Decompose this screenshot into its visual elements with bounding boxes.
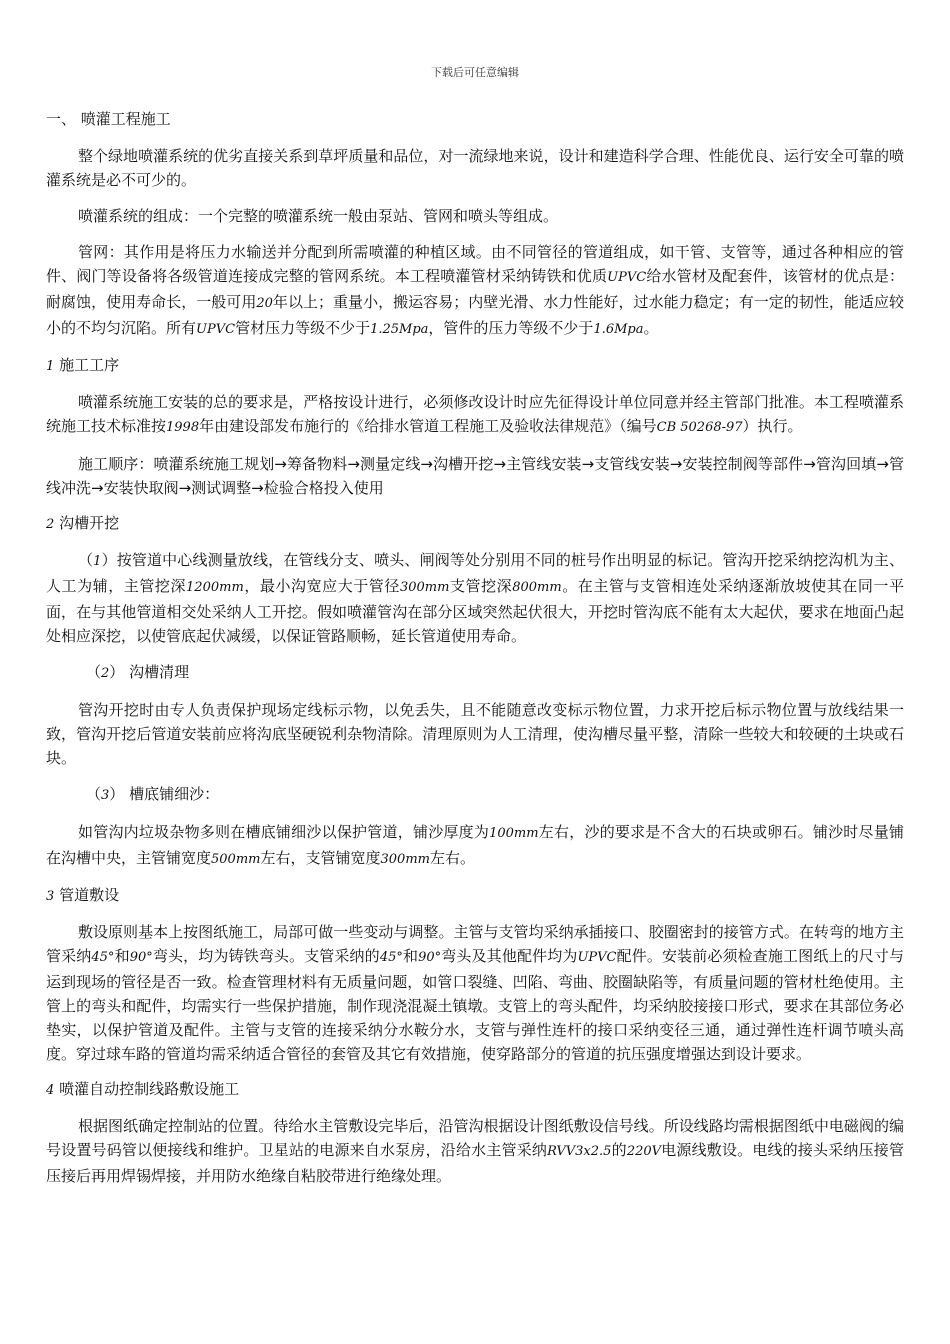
section-number: 3 xyxy=(46,889,55,904)
latin-run: 1200mm xyxy=(186,580,244,595)
latin-run: 300mm xyxy=(399,580,450,595)
section-title: 喷灌自动控制线路敷设施工 xyxy=(59,1080,240,1098)
pipe-laying-paragraph xyxy=(46,920,904,1066)
text-run: 如管沟内垃圾杂物多则在槽底铺细沙以保护管道，铺沙厚度为 xyxy=(78,823,490,841)
text-run: ）执行。 xyxy=(742,417,803,435)
text-run: 根据图纸确定控制站的位置。待给水主管敷设完毕后，沿管沟根据设计图纸敷设信号线。所设线路均需根据图纸中电磁阀的编号设置号码管以便接线和维护。卫星站的电源来自水泵房，沿给水主管采纳 xyxy=(46,1117,904,1159)
section-heading-2 xyxy=(46,512,904,536)
latin-run: 1998 xyxy=(166,420,200,435)
intro-paragraph: 整个绿地喷灌系统的优劣直接关系到草坪质量和品位，对一流绿地来说，设计和建造科学合理、性能优良、运行安全可靠的喷灌系统是必不可少的。 xyxy=(46,147,904,189)
latin-run: 20 xyxy=(256,296,273,311)
text-run: 支管挖深 xyxy=(449,577,513,595)
text-run: ，管件的压力等级不少于 xyxy=(428,319,594,337)
latin-run: 800mm xyxy=(512,580,562,595)
text-run: 和 xyxy=(402,947,419,965)
trench-cleaning-paragraph: 管沟开挖时由专人负责保护现场定线标示物，以免丢失，且不能随意改变标示物位置，力求开挖后标示物位置与放线结果一致，管沟开挖后管道安装前应将沟底坚硬锐利杂物清除。清理原则为人工清理，使沟槽尽量平整，清除一些较大和较硬的土块或石块。 xyxy=(46,701,904,767)
section-title: 沟槽开挖 xyxy=(59,514,120,532)
section-heading-1 xyxy=(46,354,904,378)
section-heading-3 xyxy=(46,884,904,908)
text-run: 左右，沙的要求是不含大的石块或卵石。铺沙时尽量铺在沟槽中央，主管铺宽度 xyxy=(46,823,904,867)
text-run: 管材压力等级不少于 xyxy=(235,319,371,337)
page-header: 下载后可任意编辑 xyxy=(431,66,519,79)
latin-run: 100mm xyxy=(489,826,539,841)
latin-run: CB 50268-97 xyxy=(656,420,743,435)
construction-sequence-paragraph: 施工顺序：喷灌系统施工规划→筹备物料→测量定线→沟槽开挖→主管线安装→支管线安装→安装控制阀等部件→管沟回填→管线冲洗→安装快取阀→测试调整→检验合格投入使用 xyxy=(46,455,904,497)
latin-run: 500mm xyxy=(211,852,261,867)
text-run: 和 xyxy=(114,947,130,965)
latin-run: UPVC xyxy=(577,950,617,965)
text-run: 。在主管与支管相连处采纳逐渐放坡使其在同一平面，在与其他管道相交处采纳人工开挖。假如喷灌管沟在部分区域突然起伏很大，开挖时管沟底不能有太大起伏，要求在地面凸起处相应深挖，以使管底起伏减缓，以保证管路顺畅，延长管道使用寿命。 xyxy=(46,577,904,645)
section-number: 4 xyxy=(46,1083,55,1098)
section-title: 管道敷设 xyxy=(59,886,120,904)
item-number: 3 xyxy=(101,788,110,803)
control-wiring-paragraph xyxy=(46,1114,904,1188)
text-run: 。 xyxy=(643,319,659,337)
text-run: 敷设原则基本上按图纸施工，局部可做一些变动与调整。主管与支管均采纳承插接口、胶圈密封的接管方式。在转弯的地方主管采纳 xyxy=(46,923,904,965)
item-number: 2 xyxy=(101,666,110,681)
latin-run: 45° xyxy=(91,950,115,965)
requirements-paragraph xyxy=(46,390,904,440)
main-heading: 一、 喷灌工程施工 xyxy=(46,110,171,128)
subheading-title: 槽底铺细沙： xyxy=(129,785,220,803)
latin-run: 90° xyxy=(418,950,442,965)
section-number: 1 xyxy=(46,359,55,374)
subheading-sand-bedding: （3） 槽底铺细沙： xyxy=(86,785,220,803)
text-run: 给水管材及配套件，该管材的优点是：耐腐蚀，使用寿命长，一般可用 xyxy=(46,267,904,311)
item-number: 1 xyxy=(93,554,102,569)
trench-excavation-paragraph: （1）按管道中心线测量放线，在管线分支、喷头、闸阀等处分别用不同的桩号作出明显的标记。管沟开挖采纳挖沟机为主、人工为辅，主管挖深1200mm，最小沟宽应大于管径300mm支管挖深800mm。在主管与支管相连处采纳逐渐放坡使其在同一平面，在与其他管道相交处采纳人工开挖。假如喷灌管沟在部分区域突然起伏很大，开挖时管沟底不能有太大起伏，要求在地面凸起处相应深挖，以使管底起伏减缓，以保证管路顺畅，延长管道使用寿命。 xyxy=(46,551,904,645)
text-run: 电源线敷设。电线的接头采纳压接管压接后再用焊锡焊接，并用防水绝缘自粘胶带进行绝缘处理。 xyxy=(46,1141,904,1185)
text-run: 按管道中心线测量放线，在管线分支、喷头、闸阀等处分别用不同的桩号作出明显的标记。管沟开挖采纳挖沟机为主、人工为辅，主管挖深 xyxy=(46,551,904,595)
text-run: 弯头及其他配件均为 xyxy=(441,947,578,965)
latin-run: 1.6Mpa xyxy=(593,322,644,337)
text-run: 的 xyxy=(611,1141,627,1159)
text-run: ，最小沟宽应大于管径 xyxy=(243,577,400,595)
subheading-trench-cleaning: （2） 沟槽清理 xyxy=(86,663,190,681)
text-run: 左右。 xyxy=(429,849,475,867)
composition-paragraph: 喷灌系统的组成：一个完整的喷灌系统一般由泵站、管网和喷头等组成。 xyxy=(78,207,559,225)
text-run: 管网：其作用是将压力水输送并分配到所需喷灌的种植区域。由不同管径的管道组成，如干管、支管等，通过各种相应的管件、阀门等设备将各级管道连接成完整的管网系统。本工程喷灌管材采纳铸铁和优质 xyxy=(46,243,904,285)
pipe-network-paragraph xyxy=(46,240,904,342)
section-heading-4 xyxy=(46,1078,904,1102)
latin-run: 45° xyxy=(379,950,403,965)
sand-bedding-paragraph xyxy=(46,820,904,872)
latin-run: 300mm xyxy=(380,852,430,867)
section-number: 2 xyxy=(46,517,55,532)
text-run: 年以上；重量小，搬运容易；内壁光滑、水力性能好，过水能力稳定；有一定的韧性，能适应较小的不均匀沉陷。所有 xyxy=(46,293,904,337)
text-run: 配件。安装前必须检查施工图纸上的尺寸与运到现场的管径是否一致。检查管理材料有无质量问题，如管口裂缝、凹陷、弯曲、胶圈缺陷等，有质量问题的管材杜绝使用。主管上的弯头和配件，均需实行一些保护措施，制作现浇混凝土镇墩。支管上的弯头配件，均采纳胶接接口形式，要求在其部位务必垫实，以保护管道及配件。主管与支管的连接采纳分水鞍分水，支管与弹性连杆的接口采纳变径三通，通过弹性连杆调节喷头高度。穿过球车路的管道均需采纳适合管径的套管及其它有效措施，使穿路部分的管道的抗压强度增强达到设计要求。 xyxy=(46,947,904,1063)
latin-run: UPVC xyxy=(607,270,647,285)
latin-run: 90° xyxy=(129,950,153,965)
text-run: 弯头，均为铸铁弯头。支管采纳的 xyxy=(152,947,380,965)
text-run: 年由建设部发布施行的《给排水管道工程施工及验收法律规范》（编号 xyxy=(199,417,657,435)
latin-run: 220V xyxy=(626,1144,662,1159)
text-run: 左右，支管铺宽度 xyxy=(260,849,381,867)
text-run: 喷灌系统施工安装的总的要求是，严格按设计进行，必须修改设计时应先征得设计单位同意并经主管部门批准。本工程喷灌系统施工技术标准按 xyxy=(46,393,904,435)
latin-run: UPVC xyxy=(196,322,236,337)
subheading-title: 沟槽清理 xyxy=(129,663,190,681)
section-title: 施工工序 xyxy=(59,356,120,374)
latin-run: 1.25Mpa xyxy=(370,322,429,337)
latin-run: RVV3x2.5 xyxy=(547,1144,612,1159)
